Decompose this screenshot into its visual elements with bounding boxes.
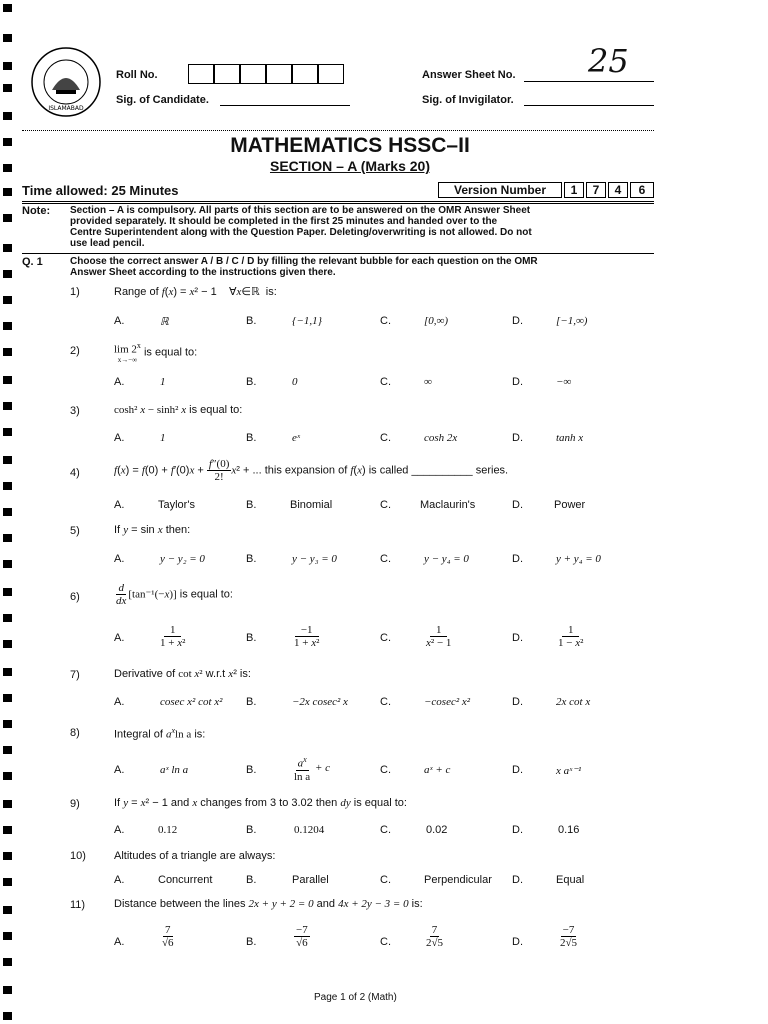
option-c-value: y − y₄ = 0 xyxy=(424,553,469,565)
question-text: cosh² x − sinh² x is equal to: xyxy=(114,404,243,416)
option-d-value: y + y₄ = 0 xyxy=(556,553,601,565)
option-c-value: cosh 2x xyxy=(424,432,458,444)
option-b-value: Parallel xyxy=(292,874,329,886)
option-d-value: 2x cot x xyxy=(556,696,591,708)
option-b-value: y − y₃ = 0 xyxy=(292,553,337,565)
option-a-label: A. xyxy=(114,764,125,776)
option-b-value: eˣ xyxy=(292,432,300,444)
question-text: If y = sin x then: xyxy=(114,524,191,536)
option-d-label: D. xyxy=(512,936,523,948)
option-a-value: aˣ ln a xyxy=(160,764,189,776)
option-a-label: A. xyxy=(114,553,125,565)
divider-top-2 xyxy=(22,203,654,204)
version-digit-3: 4 xyxy=(608,182,628,198)
option-b-label: B. xyxy=(246,499,257,511)
option-c-value: Maclaurin's xyxy=(420,499,476,511)
option-d-label: D. xyxy=(512,432,523,444)
option-c-label: C. xyxy=(380,696,391,708)
option-b-label: B. xyxy=(246,696,257,708)
option-c-value: −cosec² x² xyxy=(424,696,471,708)
option-a-value: $\frac{7}{√6}$ xyxy=(162,924,174,949)
q1-label: Q. 1 xyxy=(22,256,43,268)
option-c-label: C. xyxy=(380,632,391,644)
option-d-label: D. xyxy=(512,315,523,327)
option-a-value: Taylor's xyxy=(158,499,195,511)
board-seal xyxy=(30,46,102,118)
version-digit-2: 7 xyxy=(586,182,606,198)
option-b-label: B. xyxy=(246,315,257,327)
question-text: Derivative of cot x² w.r.t x² is: xyxy=(114,668,251,680)
dotted-separator xyxy=(22,130,654,131)
question-text: Distance between the lines 2x + y + 2 = 0 and 4x + 2y − 3 = 0 is: xyxy=(114,898,423,910)
divider-top xyxy=(22,201,654,202)
option-d-value: [−1,∞) xyxy=(556,315,588,327)
seal-text: ISLAMABAD xyxy=(48,105,84,112)
option-a-label: A. xyxy=(114,315,125,327)
option-d-label: D. xyxy=(512,874,523,886)
option-a-label: A. xyxy=(114,376,125,388)
question-number: 8) xyxy=(70,727,80,739)
option-b-label: B. xyxy=(246,432,257,444)
answer-sheet-line[interactable] xyxy=(524,81,654,82)
option-b-value: $\frac{-7}{√6}$ xyxy=(296,924,308,949)
option-d-value: Equal xyxy=(556,874,585,886)
question-number: 4) xyxy=(70,467,80,479)
question-number: 1) xyxy=(70,286,80,298)
option-a-value: y − y₂ = 0 xyxy=(160,553,205,565)
option-a-value: cosec x² cot x² xyxy=(160,696,223,708)
question-number: 6) xyxy=(70,591,80,603)
option-d-label: D. xyxy=(512,499,523,511)
answer-sheet-label: Answer Sheet No. xyxy=(422,69,516,81)
question-number: 7) xyxy=(70,669,80,681)
option-c-label: C. xyxy=(380,824,391,836)
option-b-label: B. xyxy=(246,824,257,836)
option-c-value: ∞ xyxy=(424,376,432,388)
note-text: Section – A is compulsory. All parts of this section are to be answered on the OMR Answer Sheet provided separately. It should be completed in the first 25 minutes and handed over to the Centre Superintendent along with the Question Paper. Deleting/overwriting is not allowed. Do not use lead pencil. xyxy=(70,205,532,249)
divider-note xyxy=(22,253,654,254)
option-c-label: C. xyxy=(380,764,391,776)
option-c-label: C. xyxy=(380,874,391,886)
option-c-value: 0.02 xyxy=(426,824,448,836)
option-b-label: B. xyxy=(246,936,257,948)
question-text: If y = x² − 1 and x changes from 3 to 3.02 then dy is equal to: xyxy=(114,797,407,809)
sig-candidate-label: Sig. of Candidate. xyxy=(116,94,209,106)
question-text: Altitudes of a triangle are always: xyxy=(114,850,276,862)
option-a-label: A. xyxy=(114,936,125,948)
option-d-value: Power xyxy=(554,499,586,511)
page-title: MATHEMATICS HSSC–II xyxy=(230,134,470,157)
option-c-value: [0,∞) xyxy=(424,315,449,327)
roll-no-label: Roll No. xyxy=(116,69,158,81)
option-d-label: D. xyxy=(512,696,523,708)
time-allowed: Time allowed: 25 Minutes xyxy=(22,183,179,198)
sig-invigilator-label: Sig. of Invigilator. xyxy=(422,94,514,106)
option-b-label: B. xyxy=(246,632,257,644)
option-a-label: A. xyxy=(114,696,125,708)
option-b-label: B. xyxy=(246,376,257,388)
option-a-label: A. xyxy=(114,632,125,644)
option-b-label: B. xyxy=(246,553,257,565)
option-b-label: B. xyxy=(246,764,257,776)
option-a-label: A. xyxy=(114,499,125,511)
option-d-label: D. xyxy=(512,824,523,836)
version-label: Version Number xyxy=(438,182,562,198)
option-c-label: C. xyxy=(380,432,391,444)
option-b-value: $\frac{a^x}{\text{ln a}}$ + c xyxy=(294,755,331,783)
option-c-label: C. xyxy=(380,315,391,327)
option-c-label: C. xyxy=(380,499,391,511)
option-c-value: aˣ + c xyxy=(424,764,451,776)
option-c-value: $\frac{1}{\text{x² − 1}}$ xyxy=(426,624,452,649)
question-number: 3) xyxy=(70,405,80,417)
option-d-value: 0.16 xyxy=(558,824,580,836)
note-label: Note: xyxy=(22,205,51,217)
option-c-label: C. xyxy=(380,936,391,948)
option-d-label: D. xyxy=(512,376,523,388)
option-b-value: 0 xyxy=(292,376,298,388)
question-text: $\frac{d}{dx}$ [tan⁻¹(−x)] is equal to: xyxy=(116,582,233,607)
option-d-label: D. xyxy=(512,632,523,644)
question-number: 5) xyxy=(70,525,80,537)
option-b-value: $\frac{-1}{\text{1 + x²}}$ xyxy=(294,624,320,649)
option-a-value: $\frac{1}{\text{1 + x²}}$ xyxy=(160,624,186,649)
option-d-value: $\frac{-7}{2√5}$ xyxy=(560,924,578,949)
question-text: f(x) = f(0) + f′(0)x + $\frac{f''(0)}{2!}$ x² + ... this expansion of f(x) is called __________ series. xyxy=(114,458,509,483)
section-title: SECTION – A (Marks 20) xyxy=(269,158,430,174)
version-digit-1: 1 xyxy=(564,182,584,198)
question-text: lim 2$^x$ x→−∞ is equal to: xyxy=(114,341,198,364)
question-number: 10) xyxy=(70,850,86,862)
option-a-value: ℝ xyxy=(160,316,169,328)
option-a-value: 0.12 xyxy=(158,824,178,836)
version-digit-4: 6 xyxy=(630,182,654,198)
question-number: 11) xyxy=(70,899,86,911)
option-a-value: Concurrent xyxy=(158,874,213,886)
question-text: Range of f(x) = x² − 1 ∀x∈ℝ is: xyxy=(114,286,277,298)
sig-invigilator-line[interactable] xyxy=(524,105,654,106)
option-d-label: D. xyxy=(512,553,523,565)
question-number: 9) xyxy=(70,798,80,810)
option-b-value: Binomial xyxy=(290,499,333,511)
option-d-value: $\frac{1}{\text{1 − x²}}$ xyxy=(558,624,584,649)
option-c-label: C. xyxy=(380,376,391,388)
option-a-label: A. xyxy=(114,824,125,836)
option-c-value: $\frac{7}{2√5}$ xyxy=(426,924,444,949)
option-d-label: D. xyxy=(512,764,523,776)
question-text: Integral of $a^x\ln$ a is: xyxy=(114,726,206,741)
option-a-value: 1 xyxy=(160,432,166,444)
page-footer: Page 1 of 2 (Math) xyxy=(314,992,397,1003)
option-c-label: C. xyxy=(380,553,391,565)
option-a-label: A. xyxy=(114,874,125,886)
option-d-value: tanh x xyxy=(556,432,584,444)
question-number: 2) xyxy=(70,345,80,357)
sig-candidate-line[interactable] xyxy=(220,105,350,106)
option-b-value: 0.1204 xyxy=(294,824,325,836)
option-b-value: −2x cosec² x xyxy=(292,696,348,708)
q1-instructions: Choose the correct answer A / B / C / D by filling the relevant bubble for each question on the OMR Answer Sheet according to the instructions given there. xyxy=(70,256,538,278)
option-c-value: Perpendicular xyxy=(424,874,492,886)
option-a-value: 1 xyxy=(160,376,166,388)
option-b-label: B. xyxy=(246,874,257,886)
option-a-label: A. xyxy=(114,432,125,444)
option-b-value: {−1,1} xyxy=(292,315,322,327)
option-d-value: −∞ xyxy=(556,376,572,388)
answer-sheet-value: 25 xyxy=(588,42,629,80)
option-d-value: x aˣ⁻¹ xyxy=(556,765,582,777)
